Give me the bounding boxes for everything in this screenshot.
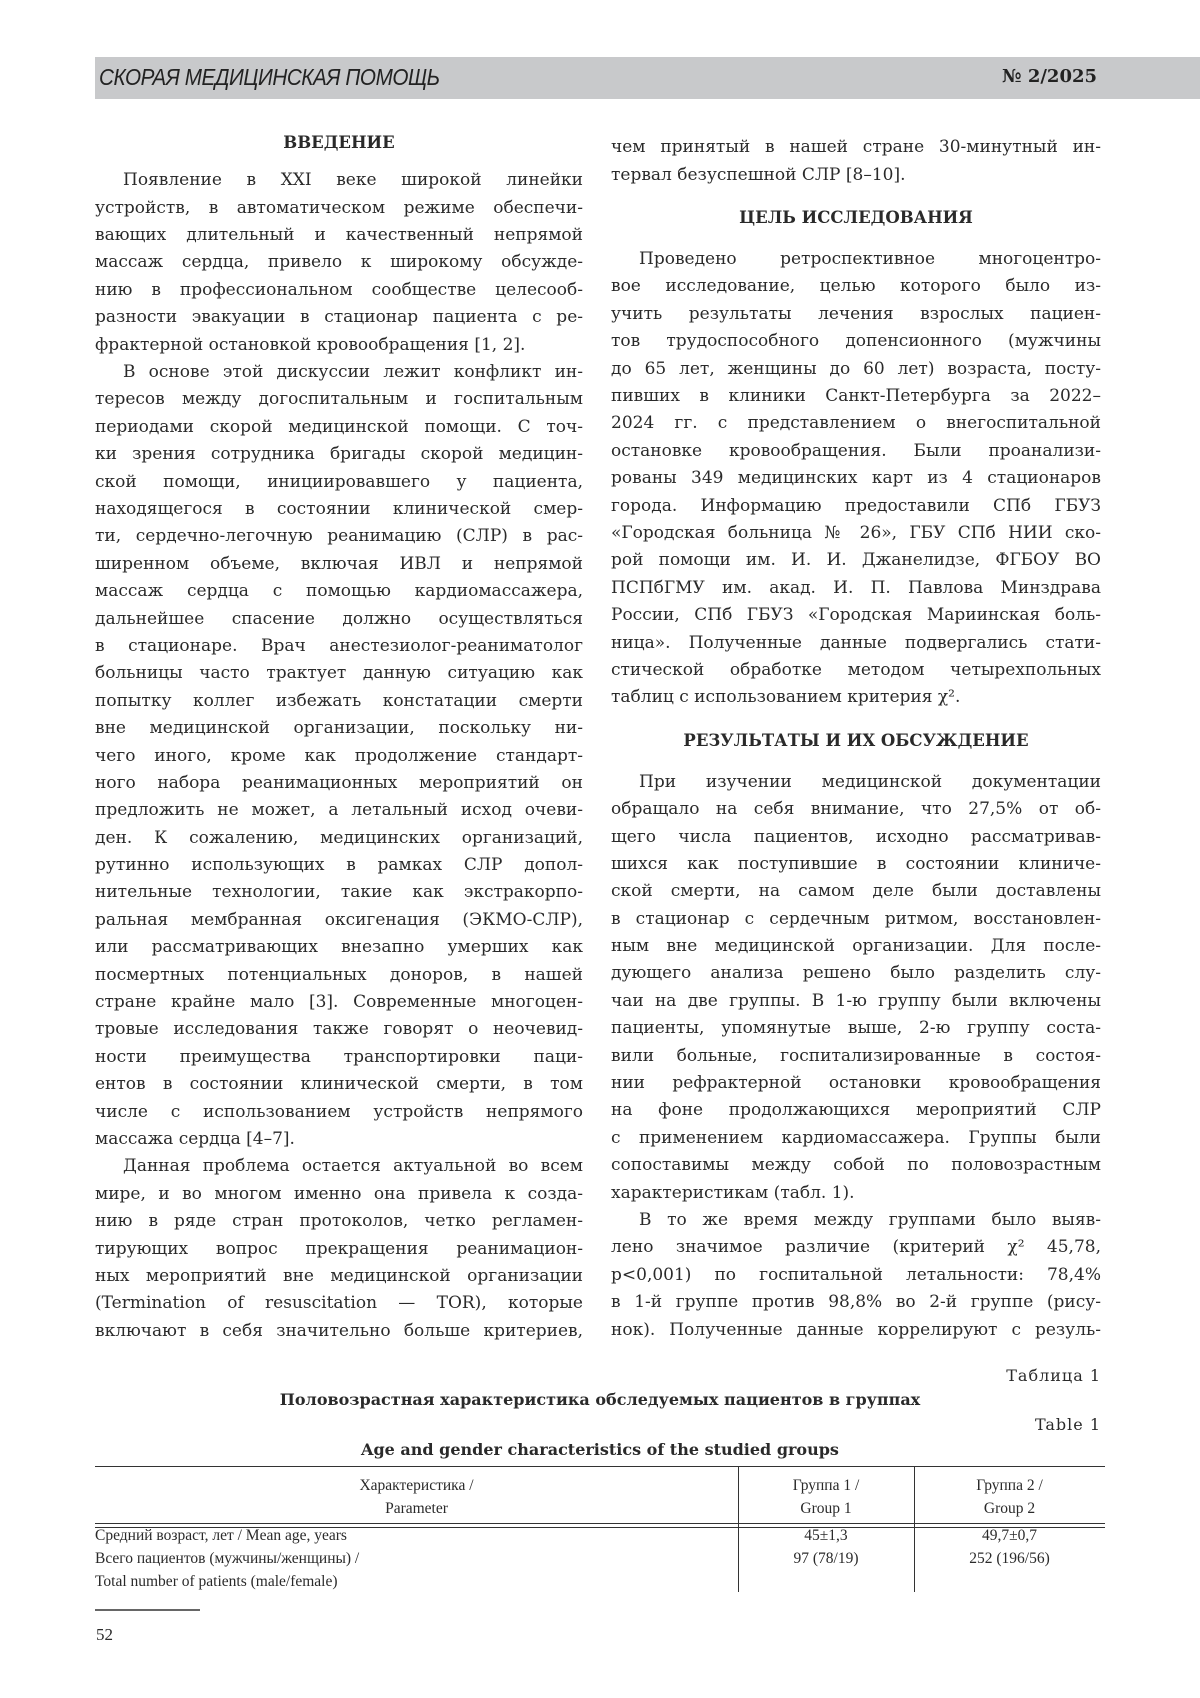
text-line: характеристикам (табл. 1). [611, 1180, 1101, 1207]
header-group-1 [738, 1474, 914, 1520]
paragraph [95, 1153, 583, 1345]
header-text: Group 2 [914, 1497, 1105, 1520]
row-group-1-value: 45±1,3 [738, 1524, 914, 1547]
text-line: мире, и во многом именно она привела к созда- [95, 1181, 583, 1208]
row-group-2-value: 49,7±0,7 [914, 1524, 1105, 1547]
text-line: в 1-й группе против 98,8% во 2-й группе (рису- [611, 1289, 1101, 1316]
journal-title: СКОРАЯ МЕДИЦИНСКАЯ ПОМОЩЬ [99, 64, 440, 91]
text-line: ден. К сожалению, медицинских организаций, [95, 825, 583, 852]
header-text: Группа 1 / [738, 1474, 914, 1497]
text-line: чего иного, кроме как продолжение стандарт- [95, 743, 583, 770]
header-text: Характеристика / [95, 1474, 738, 1497]
text-line: ки зрения сотрудника бригады скорой медицин- [95, 441, 583, 468]
paragraph [611, 1207, 1101, 1344]
text-line: остановке кровообращения. Были проанализи- [611, 438, 1101, 465]
issue-number: № 2/2025 [1002, 66, 1097, 87]
paragraph [95, 167, 583, 359]
text-line: города. Информацию предоставили СПб ГБУЗ [611, 493, 1101, 520]
text-line: При изучении медицинской документации [611, 769, 1101, 796]
text-line: обращало на себя внимание, что 27,5% от об- [611, 796, 1101, 823]
text-line: посмертных потенциальных доноров, в нашей [95, 962, 583, 989]
text-line: вне медицинской организации, поскольку ни- [95, 715, 583, 742]
row-parameter: Средний возраст, лет / Mean age, years [95, 1524, 738, 1547]
text-line: ница». Полученные данные подвергались стати- [611, 630, 1101, 657]
text-line: p<0,001) по госпитальной летальности: 78,4% [611, 1262, 1101, 1289]
text-line: рой помощи им. И. И. Джанелидзе, ФГБОУ ВО [611, 547, 1101, 574]
text-line: тервал безуспешной СЛР [8–10]. [611, 162, 1101, 189]
row-parameter-line: Total number of patients (male/female) [95, 1570, 738, 1593]
left-text-column [95, 119, 583, 1345]
text-line: Появление в XXI веке широкой линейки [95, 167, 583, 194]
text-line: (Termination of resuscitation — TOR), которые [95, 1290, 583, 1317]
text-line: лено значимое различие (критерий χ² 45,78, [611, 1234, 1101, 1261]
text-line: тирующих вопрос прекращения реанимацион- [95, 1236, 583, 1263]
text-line: чем принятый в нашей стране 30-минутный ин- [611, 134, 1101, 161]
text-line: России, СПб ГБУЗ «Городская Мариинская боль- [611, 602, 1101, 629]
text-line: ской помощи, инициировавшего у пациента, [95, 469, 583, 496]
row-group-1-value: 97 (78/19) [738, 1547, 914, 1570]
text-line: нию в профессиональном сообществе целесооб- [95, 277, 583, 304]
page-number: 52 [96, 1625, 113, 1645]
text-line: в стационар с сердечным ритмом, восстановлен- [611, 906, 1101, 933]
running-header [95, 57, 1200, 99]
text-line: вили больные, госпитализированные в состоя- [611, 1043, 1101, 1070]
text-line: на фоне продолжающихся мероприятий СЛР [611, 1097, 1101, 1124]
text-line: дальнейшее спасение должно осуществляться [95, 606, 583, 633]
text-line: таблиц с использованием критерия χ². [611, 684, 1101, 711]
text-line: разности эвакуации в стационар пациента с ре- [95, 304, 583, 331]
text-line: тровые исследования также говорят о неочевид- [95, 1016, 583, 1043]
text-line: включают в себя значительно больше критериев, [95, 1318, 583, 1345]
text-line: устройств, в автоматическом режиме обеспечи- [95, 195, 583, 222]
header-text: Group 1 [738, 1497, 914, 1520]
text-line: ентов в состоянии клинической смерти, в том [95, 1071, 583, 1098]
text-line: дующего анализа решено было разделить слу- [611, 960, 1101, 987]
table-title-ru: Половозрастная характеристика обследуемых пациентов в группах [95, 1390, 1105, 1409]
table-caption-en: Table 1 [1035, 1415, 1101, 1434]
section-heading: ВВЕДЕНИЕ [95, 119, 583, 167]
table-title-en: Age and gender characteristics of the studied groups [95, 1440, 1105, 1459]
text-line: «Городская больница № 26», ГБУ СПб НИИ ско- [611, 520, 1101, 547]
text-line: массажа сердца [4–7]. [95, 1126, 583, 1153]
text-line: пациенты, упомянутые выше, 2-ю группу соста- [611, 1015, 1101, 1042]
text-line: тов трудоспособного допенсионного (мужчины [611, 328, 1101, 355]
right-text-column [611, 134, 1101, 1344]
section-heading: ЦЕЛЬ ИССЛЕДОВАНИЯ [611, 189, 1101, 246]
row-parameter-line: Всего пациентов (мужчины/женщины) / [95, 1547, 738, 1570]
footer-rule [95, 1609, 200, 1611]
text-line: ральная мембранная оксигенация (ЭКМО-СЛР), [95, 907, 583, 934]
text-line: В основе этой дискуссии лежит конфликт ин- [95, 359, 583, 386]
text-line: находящегося в состоянии клинической смер- [95, 496, 583, 523]
text-line: нительные технологии, такие как экстракорпо- [95, 879, 583, 906]
text-line: пивших в клиники Санкт-Петербурга за 2022– [611, 383, 1101, 410]
text-line: попытку коллег избежать констатации смерти [95, 688, 583, 715]
text-line: массаж сердца с помощью кардиомассажера, [95, 578, 583, 605]
text-line: стической обработке методом четырехпольных [611, 657, 1101, 684]
text-line: ности преимущества транспортировки паци- [95, 1044, 583, 1071]
text-line: стране крайне мало [3]. Современные многоцен- [95, 989, 583, 1016]
text-line: ного набора реанимационных мероприятий он [95, 770, 583, 797]
row-parameter [95, 1547, 738, 1593]
text-line: вое исследование, целью которого было из- [611, 273, 1101, 300]
text-line: вающих длительный и качественный непрямой [95, 222, 583, 249]
header-parameter [95, 1474, 738, 1520]
text-line: тересов между догоспитальным и госпитальным [95, 386, 583, 413]
text-line: чаи на две группы. В 1-ю группу были включены [611, 988, 1101, 1015]
text-line: нии рефрактерной остановки кровообращения [611, 1070, 1101, 1097]
text-line: до 65 лет, женщины до 60 лет) возраста, посту- [611, 356, 1101, 383]
text-line: нок). Полученные данные коррелируют с резуль- [611, 1317, 1101, 1344]
paragraph [611, 246, 1101, 712]
text-line: или рассматривающих внезапно умерших как [95, 934, 583, 961]
text-line: сопоставимы между собой по половозрастным [611, 1152, 1101, 1179]
text-line: ным вне медицинской организации. Для после- [611, 933, 1101, 960]
text-line: с применением кардиомассажера. Группы были [611, 1125, 1101, 1152]
text-line: ных мероприятий вне медицинской организации [95, 1263, 583, 1290]
text-line: нию в ряде стран протоколов, четко регламен- [95, 1208, 583, 1235]
section-heading: РЕЗУЛЬТАТЫ И ИХ ОБСУЖДЕНИЕ [611, 712, 1101, 769]
paragraph [95, 359, 583, 1153]
header-group-2 [914, 1474, 1105, 1520]
text-line: массаж сердца, привело к широкому обсужде- [95, 249, 583, 276]
text-line: фрактерной остановкой кровообращения [1, 2]. [95, 332, 583, 359]
text-line: рованы 349 медицинских карт из 4 стационаров [611, 465, 1101, 492]
paragraph [611, 134, 1101, 189]
text-line: 2024 гг. с представлением о внегоспитальной [611, 410, 1101, 437]
row-group-2-value: 252 (196/56) [914, 1547, 1105, 1570]
text-line: учить результаты лечения взрослых пациен- [611, 301, 1101, 328]
text-line: В то же время между группами было выяв- [611, 1207, 1101, 1234]
text-line: ской смерти, на самом деле были доставлены [611, 878, 1101, 905]
text-line: ПСПбГМУ им. акад. И. П. Павлова Минздрава [611, 575, 1101, 602]
table-top-rule [95, 1466, 1105, 1467]
table-caption-ru: Таблица 1 [1006, 1366, 1101, 1385]
text-line: числе с использованием устройств непрямого [95, 1099, 583, 1126]
text-line: больницы часто трактует данную ситуацию как [95, 660, 583, 687]
text-line: в стационаре. Врач анестезиолог-реаниматолог [95, 633, 583, 660]
text-line: Проведено ретроспективное многоцентро- [611, 246, 1101, 273]
text-line: рутинно использующих в рамках СЛР допол- [95, 852, 583, 879]
header-text: Группа 2 / [914, 1474, 1105, 1497]
paragraph [611, 769, 1101, 1207]
text-line: ти, сердечно-легочную реанимацию (СЛР) в рас- [95, 523, 583, 550]
text-line: ширенном объеме, включая ИВЛ и непрямой [95, 551, 583, 578]
text-line: периодами скорой медицинской помощи. С точ- [95, 414, 583, 441]
text-line: Данная проблема остается актуальной во всем [95, 1153, 583, 1180]
text-line: предложить не может, а летальный исход очеви- [95, 797, 583, 824]
header-text: Parameter [95, 1497, 738, 1520]
text-line: шихся как поступившие в состоянии клиниче- [611, 851, 1101, 878]
text-line: щего числа пациентов, исходно рассматривав- [611, 824, 1101, 851]
